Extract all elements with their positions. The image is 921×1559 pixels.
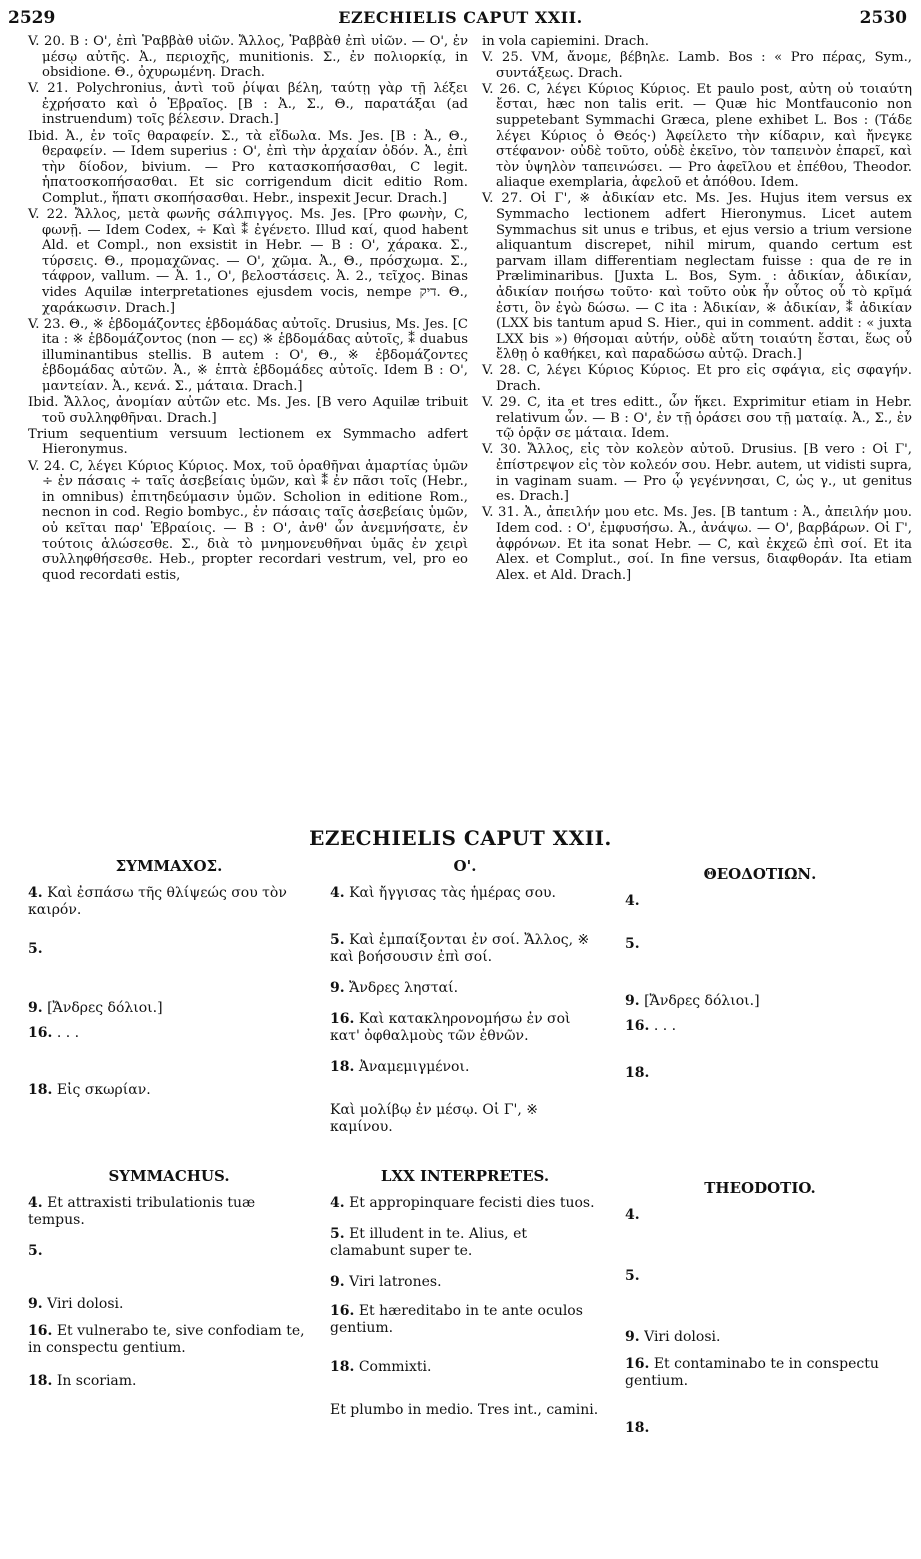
note: V. 20. B : O', ἐπὶ Ῥαββὰθ υἱῶν. Ἄλλος, Ῥαββὰθ ἐπὶ υἱῶν. — O', ἐν μέσῳ αὐτῆς. Ἀ., περιοχῆς, munitionis. Σ., ἐν πολιορκίᾳ, in obsidione. Θ., ὀχυρωμένη. Drach.	[28, 34, 468, 81]
verse: 9. Viri latrones.	[330, 1274, 442, 1290]
verse: 4. Et appropinquare fecisti dies tuos.	[330, 1195, 595, 1211]
note: Ibid. Ἄλλος, ἀνομίαν αὐτῶν etc. Ms. Jes. [B vero Aquilæ tribuit τοῦ συλληφθῆναι. Drach.]	[28, 395, 468, 426]
note: V. 31. Ἀ., ἀπειλήν μου etc. Ms. Jes. [B tantum : Ἀ., ἀπειλήν μου. Idem cod. : O', ἐμφυσήσω. Ἀ., ἀνάψω. — O', βαρβάρων. Οἱ Γ', ἀφρόνων. Et ita sonat Hebr. — C, καὶ ἐκχεῶ ἐπὶ σοί. Et ita Alex. et Complut., σοί. In fine versus, διαφθοράν. Ita etiam Alex. et Ald. Drach.]	[482, 505, 912, 583]
verse: 16. . . .	[625, 1018, 677, 1034]
verse: 9. Viri dolosi.	[28, 1296, 124, 1312]
verse: 16. Et contaminabo te in conspectu gentium.	[625, 1356, 879, 1389]
verse: 4.	[625, 1207, 640, 1223]
note: in vola capiemini. Drach.	[482, 34, 649, 49]
verse: 16. . . .	[28, 1025, 80, 1041]
note: V. 27. Οἱ Γ', ※ ἀδικίαν etc. Ms. Jes. Hujus item versus ex Symmacho lectionem adfert Hieronymus. Licet autem Symmachus sit unus e tribus, et ejus versio a trium versione aliquantum discrepet, nihil mirum, quando certum est parvam illam differentiam neglectam fuisse : qua de re in Præliminaribus. [Juxta L. Bos, Sym. : ἀδικίαν, ἀδικίαν, ἀδικίαν ποιήσω τοῦτο· καὶ τοῦτο οὐκ ἦν οὗτος οὗ τὸ κρῖμά ἐστι, ὃν ἐγὼ δώσω. — C ita : Ἀδικίαν, ※ ἀδικίαν, ⁑ ἀδικίαν (LXX bis tantum apud S. Hier., qui in comment. addit : « juxta LXX bis ») θήσομαι αὐτήν, οὐδὲ αὕτη τοιαύτη ἔσται, ἕως οὗ ἔλθῃ ὁ καθήκει, καὶ παραδώσω αὐτῷ. Drach.]	[482, 191, 912, 363]
note: V. 26. C, λέγει Κύριος Κύριος. Et paulo post, αὐτη οὐ τοιαύτη ἔσται, hæc non talis erit. — Quæ hic Montfauconio non suppetebant Symmachi Græca, plene exhibet L. Bos : (Τάδε λέγει Κύριος ὁ Θεός·) Ἀφείλετο τὴν κίδαριν, καὶ ἤνεγκε στέφανον· οὐδὲ τοῦτο, οὐδὲ ἐκεῖνο, τὸν ταπεινὸν ἐπαρεῖ, καὶ τὸν ὑψηλὸν ταπεινώσει. — Pro ἀφεῖλου et ἐπέθου, Theodor. aliaque exemplaria, ἀφελοῦ et ἀπόθου. Idem.	[482, 81, 912, 191]
page-number-right: 2530	[859, 8, 907, 28]
verse: 16. Et hæreditabo in te ante oculos gentium.	[330, 1303, 583, 1336]
verse: 9. Ἄνδρες λησταί.	[330, 980, 459, 996]
verse: 4.	[625, 893, 640, 909]
note: V. 21. Polychronius, ἀντὶ τοῦ ῥίψαι βέλη, ταύτῃ γὰρ τῇ λέξει ἐχρήσατο καὶ ὁ Ἑβραῖος. [B : Ἀ., Σ., Θ., παρατάξαι (ad instruendum) τοῖς βέλεσιν. Drach.]	[28, 81, 468, 128]
verse: 9. [Ἄνδρες δόλιοι.]	[625, 993, 760, 1009]
running-title: EZECHIELIS CAPUT XXII.	[338, 8, 583, 27]
note: V. 29. C, ita et tres editt., ὧν ἥκει. Exprimitur etiam in Hebr. relativum ὧν. — B : O', ἐν τῇ ὁράσει σου τῇ ματαίᾳ. Ἀ., Σ., ἐν τῷ ὁρᾷν σε μάταια. Idem.	[482, 395, 912, 442]
note: V. 28. C, λέγει Κύριος Κύριος. Et pro εἰς σφάγια, εἰς σφαγήν. Drach.	[482, 363, 912, 395]
column-heading: Ο'.	[453, 857, 477, 875]
verse-extra: Καὶ μολίβῳ ἐν μέσῳ. Οἱ Γ', ※ καμίνου.	[330, 1102, 539, 1135]
column-heading: ΣΥΜΜΑΧΟΣ.	[115, 857, 223, 875]
verse: 18. Εἰς σκωρίαν.	[28, 1082, 151, 1098]
verse: 18.	[625, 1420, 650, 1436]
notes-column-left	[28, 34, 468, 584]
verse: 4. Καὶ ἤγγισας τὰς ἡμέρας σου.	[330, 885, 556, 901]
symmachus-latin-column	[28, 1168, 310, 1404]
symmachus-greek-column	[28, 858, 310, 1113]
theodotion-greek-column	[625, 858, 895, 1096]
verse: 18. Ἀναμεμιγμένοι.	[330, 1059, 470, 1075]
verse: 5. Καὶ ἐμπαίξονται ἐν σοί. Ἄλλος, ※ καὶ βοήσουσιν ἐπὶ σοί.	[330, 932, 590, 965]
note: V. 22. Ἄλλος, μετὰ φωνῆς σάλπιγγος. Ms. Jes. [Pro φωνὴν, C, φωνῇ. — Idem Codex, ÷ Καὶ ⁑ ἐγένετο. Illud καί, quod habent Ald. et Compl., non exsistit in Hebr. — B : O', χάρακα. Σ., τύρσεις. Θ., προμαχῶνας. — O', χῶμα. Ἀ., Θ., πρόσχωμα. Σ., τάφρον, vallum. — Ἀ. 1., O', βελοστάσεις. Ἀ. 2., τεῖχος. Binas vides Aquilæ interpretationes ejusdem vocis, nempe דיק. Θ., χαράκωσιν. Drach.]	[28, 207, 468, 316]
septuagint-greek-column	[330, 858, 600, 1150]
verse: 5.	[625, 936, 640, 952]
verse: 9. Viri dolosi.	[625, 1329, 721, 1345]
verse: 5.	[625, 1268, 640, 1284]
verse: 5.	[28, 941, 43, 957]
page-number-left: 2529	[8, 8, 56, 28]
note: Ibid. Ἀ., ἐν τοῖς θαραφείν. Σ., τὰ εἴδωλα. Ms. Jes. [B : Ἀ., Θ., θεραφείν. — Idem superius : O', ἐπὶ τὴν ἀρχαίαν ὁδόν. Ἀ., ἐπὶ τὴν δίοδον, bivium. — Pro κατασκοπήσασθαι, C legit. ἡπατοσκοπήσασθαι. Et sic corrigendum dicit editio Rom. Complut., ἥπατι σκοπήσασθαι. Hebr., inspexit Jecur. Drach.]	[28, 128, 468, 206]
column-heading: LXX INTERPRETES.	[380, 1167, 550, 1185]
verse: 4. Et attraxisti tribulationis tuæ tempus.	[28, 1195, 256, 1228]
verse-extra: Et plumbo in medio. Tres int., camini.	[330, 1402, 599, 1418]
note: V. 30. Ἄλλος, εἰς τὸν κολεὸν αὐτοῦ. Drusius. [B vero : Οἱ Γ', ἐπίστρεψον εἰς τὸν κολεόν σου. Hebr. autem, ut vidisti supra, in vaginam suam. — Pro ᾧ γεγέννησαι, C, ὡς γ., ut genitus es. Drach.]	[482, 442, 912, 505]
verse: 5.	[28, 1243, 43, 1259]
verse: 16. Et vulnerabo te, sive confodiam te, in conspectu gentium.	[28, 1323, 305, 1356]
column-heading: THEODOTIO.	[704, 1179, 816, 1197]
note: Trium sequentium versuum lectionem ex Symmacho adfert Hieronymus.	[28, 426, 468, 458]
verse: 9. [Ἄνδρες δόλιοι.]	[28, 1000, 163, 1016]
column-heading: SYMMACHUS.	[108, 1167, 230, 1185]
verse: 4. Καὶ ἐσπάσω τῆς θλίψεώς σου τὸν καιρόν.	[28, 885, 287, 918]
verse: 5. Et illudent in te. Alius, et clamabunt super te.	[330, 1226, 527, 1259]
note: V. 23. Θ., ※ ἑβδομάζοντες ἑβδομάδας αὐτοῖς. Drusius, Ms. Jes. [C ita : ※ ἑβδομάζοντος (non — ες) ※ ἑβδομάδας αὐτοῖς, ⁑ duabus illuminantibus stellis. B autem : O', Θ., ※ ἑβδομάζοντες ἑβδομάδας αὐτῶν. Ἀ., ※ ἑπτὰ ἑβδομάδες αὐτοῖς. Idem B : O', μαντείαν. Ἀ., κενά. Σ., μάταια. Drach.]	[28, 316, 468, 395]
septuagint-latin-column	[330, 1168, 600, 1433]
section-title: EZECHIELIS CAPUT XXII.	[309, 826, 612, 850]
verse: 18. Commixti.	[330, 1359, 432, 1375]
notes-column-right	[482, 34, 912, 584]
note: V. 25. VM, ἄνομε, βέβηλε. Lamb. Bos : « Pro πέρας, Sym., συντάξεως. Drach.	[482, 50, 912, 81]
verse: 18. In scoriam.	[28, 1373, 137, 1389]
column-heading: ΘΕΟΔΟΤΙΩΝ.	[703, 865, 817, 883]
verse: 16. Καὶ κατακληρονομήσω ἐν σοὶ κατ' ὀφθαλμοὺς τῶν ἐθνῶν.	[330, 1011, 571, 1044]
theodotion-latin-column	[625, 1168, 895, 1451]
note: V. 24. C, λέγει Κύριος Κύριος. Mox, τοῦ ὁραθῆναι ἁμαρτίας ὑμῶν ÷ ἐν πάσαις ÷ ταῖς ἀσεβείαις ὑμῶν, καὶ ⁑ ἐν πᾶσι τοῖς (Hebr., in omnibus) ἐπιτηδεύμασιν ὑμῶν. Scholion in editione Rom., necnon in cod. Regio bombyc., ἐν πάσαις ταῖς ἀσεβείαις ὑμῶν, οὐ κεῖται παρ' Ἑβραίοις. — B : O', ἀνθ' ὧν ἀνεμνήσατε, ἐν τούτοις ἁλώσεσθε. Σ., διὰ τὸ μνημονευθῆναι ὑμᾶς ἐν χειρὶ συλληφθήσεσθε. Heb., propter recordari vestrum, vel, pro eo quod recordati estis,	[28, 458, 468, 583]
verse: 18.	[625, 1065, 650, 1081]
